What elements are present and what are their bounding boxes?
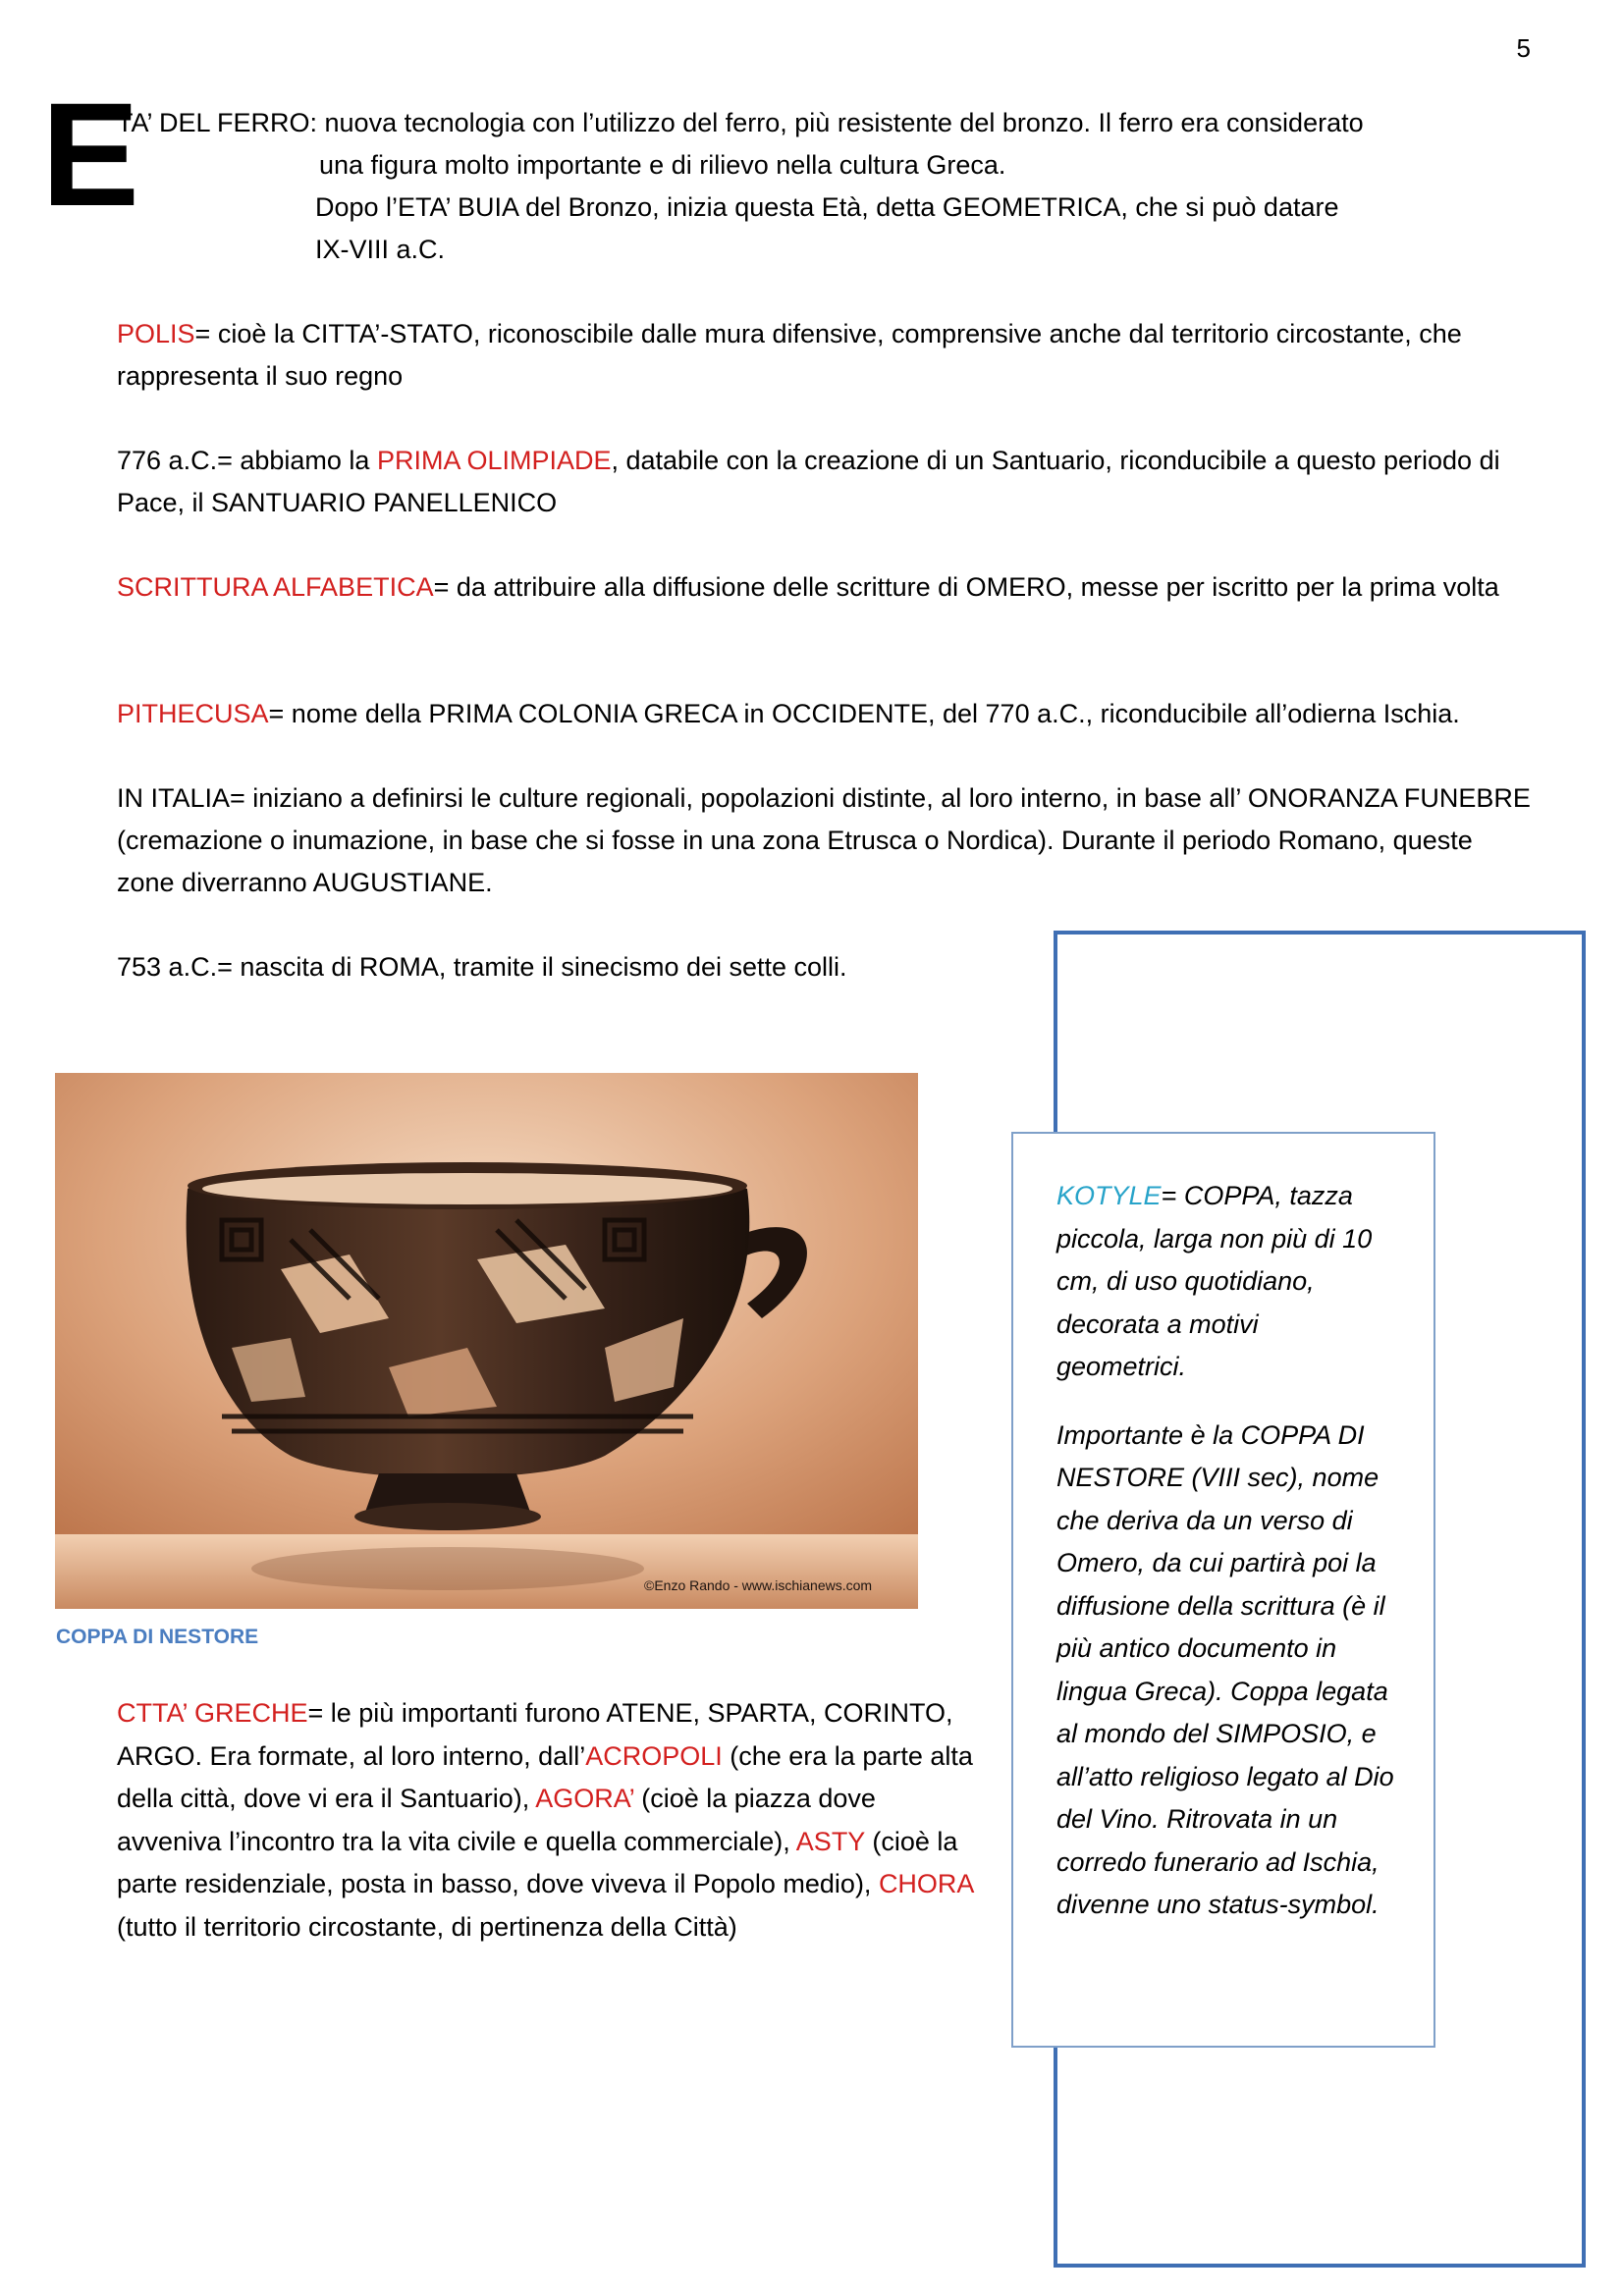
pithecusa-term: PITHECUSA [117,699,269,728]
iron-age-term: TA’ DEL FERRO [117,108,310,137]
pithecusa-text: = nome della PRIMA COLONIA GRECA in OCCIDENTE, del 770 a.C., riconducibile all’odierna Ischia. [268,699,1460,728]
kotyle-term: KOTYLE [1056,1181,1162,1210]
drop-cap-letter: E [41,72,140,237]
kotyle-sidebar [1011,1132,1435,2048]
greek-cities-text-4: (cioè la parte residenziale, posta in basso, dove viveva il Popolo medio), [117,1826,958,1898]
polis-term: POLIS [117,319,195,348]
iron-age-line-1 [117,102,1364,144]
olympiad-term: PRIMA OLIMPIADE [376,446,612,475]
kotyle-definition [1056,1175,1394,1389]
greek-cities-text-2: (che era la parte alta della città, dove vi era il Santuario), [117,1740,973,1813]
nestor-cup-photo [55,1073,918,1609]
iron-age-line-4: IX-VIII a.C. [315,235,446,264]
agora-term: AGORA’ [535,1784,634,1813]
iron-age-text-1: : nuova tecnologia con l’utilizzo del ferro, più resistente del bronzo. Il ferro era considerato [309,108,1364,137]
polis-paragraph [117,313,1531,398]
asty-term: ASTY [795,1826,865,1856]
polis-text: = cioè la CITTA’-STATO, riconoscibile dalle mura difensive, comprensive anche dal territorio circostante, che rappresenta il suo regno [117,319,1462,391]
italy-paragraph: IN ITALIA= iniziano a definirsi le culture regionali, popolazioni distinte, al loro interno, in base all’ ONORANZA FUNEBRE (cremazione o inumazione, in base che si fosse in una zona Etrusca o Nordica). Durante il periodo Romano, queste zone diverranno AUGUSTIANE. [117,783,1531,897]
olympiad-text: , databile con la creazione di un Santuario, riconducibile a questo periodo di Pace, il SANTUARIO PANELLENICO [117,446,1500,517]
iron-age-line-2: una figura molto importante e di rilievo nella cultura Greca. [319,150,1006,180]
photo-credit: ©Enzo Rando - www.ischianews.com [644,1577,873,1593]
greek-cities-text-3: (cioè la piazza dove avveniva l’incontro tra la vita civile e quella commerciale), [117,1784,876,1856]
nestor-cup-description: Importante è la COPPA DI NESTORE (VIII sec), nome che deriva da un verso di Omero, da cui partirà poi la diffusione della scrittura (è il più antico documento in lingua Greca). Coppa legata al mondo del SIMPOSIO, e all’atto religioso legato al Dio del Vino. Ritrovata in un corredo funerario ad Ischia, divenne uno status-symbol. [1056,1419,1394,1919]
olympiad-paragraph [117,440,1531,524]
nestor-cup-illustration [55,1073,918,1609]
writing-text: = da attribuire alla diffusione delle scritture di OMERO, messe per iscritto per la prima volta [433,572,1499,602]
greek-cities-term: CTTA’ GRECHE [117,1698,308,1728]
chora-term: CHORA [878,1869,973,1898]
photo-caption: COPPA DI NESTORE [56,1626,259,1648]
iron-age-line-3: Dopo l’ETA’ BUIA del Bronzo, inizia questa Età, detta GEOMETRICA, che si può datare [315,192,1339,222]
page-number: 5 [1516,33,1531,63]
greek-cities-text-1: = le più importanti furono ATENE, SPARTA, CORINTO, ARGO. Era formate, al loro interno, dall’ [117,1698,953,1771]
greek-cities-paragraph [117,1692,973,1949]
writing-term: SCRITTURA ALFABETICA [117,572,434,602]
rome-paragraph: 753 a.C.= nascita di ROMA, tramite il sinecismo dei sette colli. [117,952,847,982]
writing-paragraph [117,566,1531,609]
greek-cities-text-5: (tutto il territorio circostante, di pertinenza della Città) [117,1911,737,1942]
olympiad-date: 776 a.C.= abbiamo la [117,446,377,475]
acropoli-term: ACROPOLI [585,1740,723,1771]
kotyle-text: = COPPA, tazza piccola, larga non più di 10 cm, di uso quotidiano, decorata a motivi geometrici. [1056,1181,1373,1381]
pithecusa-paragraph [117,693,1531,735]
